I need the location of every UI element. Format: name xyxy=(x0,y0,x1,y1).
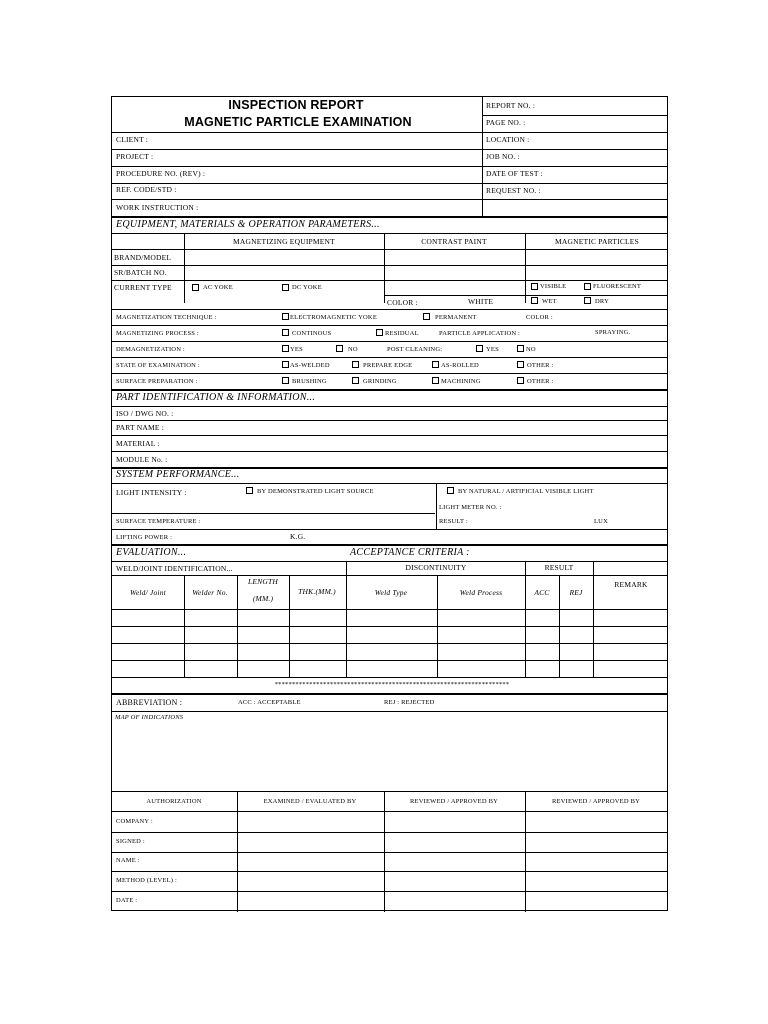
divider xyxy=(112,643,667,644)
divider xyxy=(482,115,667,116)
brand-model-label: BRAND/MODEL xyxy=(114,253,172,262)
divider xyxy=(112,529,667,530)
magnetic-particles-header: MAGNETIC PARTICLES xyxy=(555,237,639,246)
visible-label: VISIBLE xyxy=(540,283,567,290)
divider xyxy=(112,233,667,234)
dc-yoke-label: DC YOKE xyxy=(292,284,322,291)
divider xyxy=(112,341,667,342)
divider xyxy=(112,483,667,484)
fluorescent-label: FLUORESCENT xyxy=(593,283,642,290)
prep-other-checkbox[interactable] xyxy=(517,377,524,384)
divider xyxy=(112,626,667,627)
particle-color-label: COLOR : xyxy=(526,314,553,321)
abbreviation-acc: ACC : ACCEPTABLE xyxy=(238,699,301,706)
light-intensity-label: LIGHT INTENSITY : xyxy=(116,488,187,497)
divider xyxy=(112,811,667,812)
date-of-test-label: DATE OF TEST : xyxy=(486,169,543,178)
demag-no-checkbox[interactable] xyxy=(336,345,343,352)
divider xyxy=(112,357,667,358)
technique-label: MAGNETIZATION TECHNIQUE : xyxy=(116,314,217,321)
iso-dwg-label: ISO / DWG NO. : xyxy=(116,409,174,418)
post-yes-label: YES xyxy=(486,346,499,353)
signed-label: SIGNED : xyxy=(116,838,145,845)
weld-type-header: Weld Type xyxy=(374,588,408,597)
as-welded-checkbox[interactable] xyxy=(282,361,289,368)
divider xyxy=(112,280,667,281)
company-label: COMPANY : xyxy=(116,818,153,825)
procedure-label: PROCEDURE NO. (REV) : xyxy=(116,169,206,178)
authorization-header: AUTHORIZATION xyxy=(146,798,202,805)
wet-checkbox[interactable] xyxy=(531,297,538,304)
natural-light-checkbox[interactable] xyxy=(447,487,454,494)
post-yes-checkbox[interactable] xyxy=(476,345,483,352)
weld-process-header: Weld Process xyxy=(459,588,503,597)
divider xyxy=(112,544,667,546)
divider xyxy=(112,309,667,310)
divider xyxy=(112,132,667,133)
magnetizing-equipment-header: MAGNETIZING EQUIPMENT xyxy=(233,237,335,246)
project-label: PROJECT : xyxy=(116,152,154,161)
job-no-label: JOB NO. : xyxy=(486,152,520,161)
demag-no-label: NO xyxy=(348,346,358,353)
method-level-label: METHOD (LEVEL) : xyxy=(116,877,177,884)
light-meter-label: LIGHT METER NO. : xyxy=(439,504,502,511)
as-rolled-checkbox[interactable] xyxy=(432,361,439,368)
particle-application-label: PARTICLE APPLICATION : xyxy=(439,330,521,337)
prepare-edge-checkbox[interactable] xyxy=(352,361,359,368)
divider xyxy=(112,871,667,872)
name-label: NAME : xyxy=(116,857,140,864)
divider xyxy=(112,677,667,678)
particle-application-value: SPRAYING. xyxy=(595,329,631,336)
divider xyxy=(112,435,667,436)
dc-yoke-checkbox[interactable] xyxy=(282,284,289,291)
wet-label: WET xyxy=(542,298,557,305)
acc-header: ACC xyxy=(534,588,550,597)
examined-by-header: EXAMINED / EVALUATED BY xyxy=(263,798,357,805)
part-name-label: PART NAME : xyxy=(116,423,165,432)
request-no-label: REQUEST NO. : xyxy=(486,186,541,195)
result-label: RESULT : xyxy=(439,518,468,525)
as-welded-label: AS-WELDED xyxy=(290,362,330,369)
divider xyxy=(112,183,667,184)
work-instruction-label: WORK INSTRUCTION : xyxy=(116,203,199,212)
divider xyxy=(112,389,667,391)
state-other-checkbox[interactable] xyxy=(517,361,524,368)
remark-header: REMARK xyxy=(614,580,648,589)
location-label: LOCATION : xyxy=(486,135,530,144)
machining-checkbox[interactable] xyxy=(432,377,439,384)
divider xyxy=(112,420,667,421)
abbreviation-label: ABBREVIATION : xyxy=(116,698,183,707)
process-label: MAGNETIZING PROCESS : xyxy=(116,330,199,337)
grinding-checkbox[interactable] xyxy=(352,377,359,384)
equipment-section-title: EQUIPMENT, MATERIALS & OPERATION PARAMETERS... xyxy=(116,219,380,230)
prepare-edge-label: PREPARE EDGE xyxy=(363,362,413,369)
divider xyxy=(112,575,667,576)
divider xyxy=(112,832,667,833)
brushing-label: BRUSHING xyxy=(292,378,327,385)
surface-prep-label: SURFACE PREPARATION : xyxy=(116,378,198,385)
lifting-power-label: LIFTING POWER : xyxy=(116,534,173,541)
divider xyxy=(184,233,185,303)
permanent-label: PERMANENT xyxy=(435,314,477,321)
rej-header: REJ xyxy=(569,588,583,597)
ac-yoke-checkbox[interactable] xyxy=(192,284,199,291)
divider xyxy=(112,693,667,695)
surface-temp-label: SURFACE TEMPERATURE : xyxy=(116,518,201,525)
ref-code-label: REF. CODE/STD : xyxy=(116,185,177,194)
divider xyxy=(112,852,667,853)
divider xyxy=(112,609,667,610)
welder-no-header: Welder No. xyxy=(192,588,228,597)
divider xyxy=(112,451,667,452)
residual-label: RESIDUAL xyxy=(385,330,419,337)
current-type-label: CURRENT TYPE xyxy=(114,283,172,292)
divider xyxy=(384,233,385,303)
inspection-report-form xyxy=(111,96,668,911)
demonstrated-light-checkbox[interactable] xyxy=(246,487,253,494)
acceptance-criteria-label: ACCEPTANCE CRITERIA : xyxy=(350,547,470,558)
weld-joint-id-header: WELD/JOINT IDENTIFICATION... xyxy=(116,564,233,573)
demag-yes-checkbox[interactable] xyxy=(282,345,289,352)
divider xyxy=(112,373,667,374)
divider xyxy=(112,513,435,514)
divider xyxy=(525,233,526,303)
brushing-checkbox[interactable] xyxy=(282,377,289,384)
page-no-label: PAGE NO. : xyxy=(486,118,526,127)
length-header: LENGTH xyxy=(248,577,278,586)
post-no-checkbox[interactable] xyxy=(517,345,524,352)
fluorescent-checkbox[interactable] xyxy=(584,283,591,290)
divider xyxy=(112,166,667,167)
continous-label: CONTINOUS xyxy=(292,330,332,337)
system-section-title: SYSTEM PERFORMANCE... xyxy=(116,469,240,480)
as-rolled-label: AS-ROLLED xyxy=(441,362,479,369)
visible-checkbox[interactable] xyxy=(531,283,538,290)
prep-other-label: OTHER : xyxy=(527,378,554,385)
divider xyxy=(112,216,667,218)
divider xyxy=(112,265,667,266)
divider xyxy=(112,891,667,892)
electromagnetic-yoke-checkbox[interactable] xyxy=(282,313,289,320)
weld-joint-header: Weld/ Joint xyxy=(130,588,166,597)
contrast-paint-header: CONTRAST PAINT xyxy=(421,237,487,246)
electromagnetic-yoke-label: ELECTROMAGNETIC YOKE xyxy=(290,314,377,321)
demonstrated-light-label: BY DEMONSTRATED LIGHT SOURCE xyxy=(257,488,374,495)
reviewed-by-header-2: REVIEWED / APPROVED BY xyxy=(552,798,640,805)
contrast-color-value: WHITE xyxy=(468,297,494,306)
divider xyxy=(112,149,667,150)
evaluation-section-title: EVALUATION... xyxy=(116,547,187,558)
divider xyxy=(112,660,667,661)
divider xyxy=(112,249,667,250)
report-title-line2: MAGNETIC PARTICLE EXAMINATION xyxy=(184,115,412,129)
reviewed-by-header-1: REVIEWED / APPROVED BY xyxy=(410,798,498,805)
separator-stars: ******************************************************************** xyxy=(274,681,510,688)
continous-checkbox[interactable] xyxy=(282,329,289,336)
post-no-label: NO xyxy=(526,346,536,353)
ac-yoke-label: AC YOKE xyxy=(203,284,233,291)
post-cleaning-label: POST CLEANING: xyxy=(387,346,443,353)
report-title-line1: INSPECTION REPORT xyxy=(228,98,364,112)
permanent-checkbox[interactable] xyxy=(423,313,430,320)
abbreviation-rej: REJ : REJECTED xyxy=(384,699,435,706)
length-unit-header: (MM.) xyxy=(252,594,274,603)
thk-header: THK.(MM.) xyxy=(298,587,336,596)
dry-label: DRY xyxy=(595,298,609,305)
divider xyxy=(112,711,667,712)
state-other-label: OTHER : xyxy=(527,362,554,369)
grinding-label: GRINDING xyxy=(363,378,397,385)
divider xyxy=(436,483,437,529)
natural-light-label: BY NATURAL / ARTIFICIAL VISIBLE LIGHT xyxy=(458,488,594,495)
kg-unit: K.G. xyxy=(290,532,306,541)
map-of-indications-label: MAP OF INDICATIONS xyxy=(115,714,184,721)
dry-checkbox[interactable] xyxy=(584,297,591,304)
state-label: STATE OF EXAMINATION : xyxy=(116,362,200,369)
part-section-title: PART IDENTIFICATION & INFORMATION... xyxy=(116,392,316,403)
discontinuity-header: DISCONTINUITY xyxy=(405,563,467,572)
divider xyxy=(112,561,667,562)
module-label: MODULE No. : xyxy=(116,455,168,464)
divider xyxy=(112,199,667,200)
divider xyxy=(112,791,667,792)
divider xyxy=(384,295,667,296)
material-label: MATERIAL : xyxy=(116,439,160,448)
divider xyxy=(112,325,667,326)
machining-label: MACHINING xyxy=(441,378,481,385)
divider xyxy=(112,406,667,407)
client-label: CLIENT : xyxy=(116,135,149,144)
demagnetization-label: DEMAGNETIZATION : xyxy=(116,346,185,353)
demag-yes-label: YES xyxy=(290,346,303,353)
contrast-color-label: COLOR : xyxy=(387,298,418,307)
sr-batch-label: SR/BATCH NO. xyxy=(114,268,167,277)
result-header: RESULT xyxy=(544,563,574,572)
date-label: DATE : xyxy=(116,897,138,904)
report-no-label: REPORT NO. : xyxy=(486,101,536,110)
residual-checkbox[interactable] xyxy=(376,329,383,336)
lux-unit: LUX xyxy=(594,518,608,525)
